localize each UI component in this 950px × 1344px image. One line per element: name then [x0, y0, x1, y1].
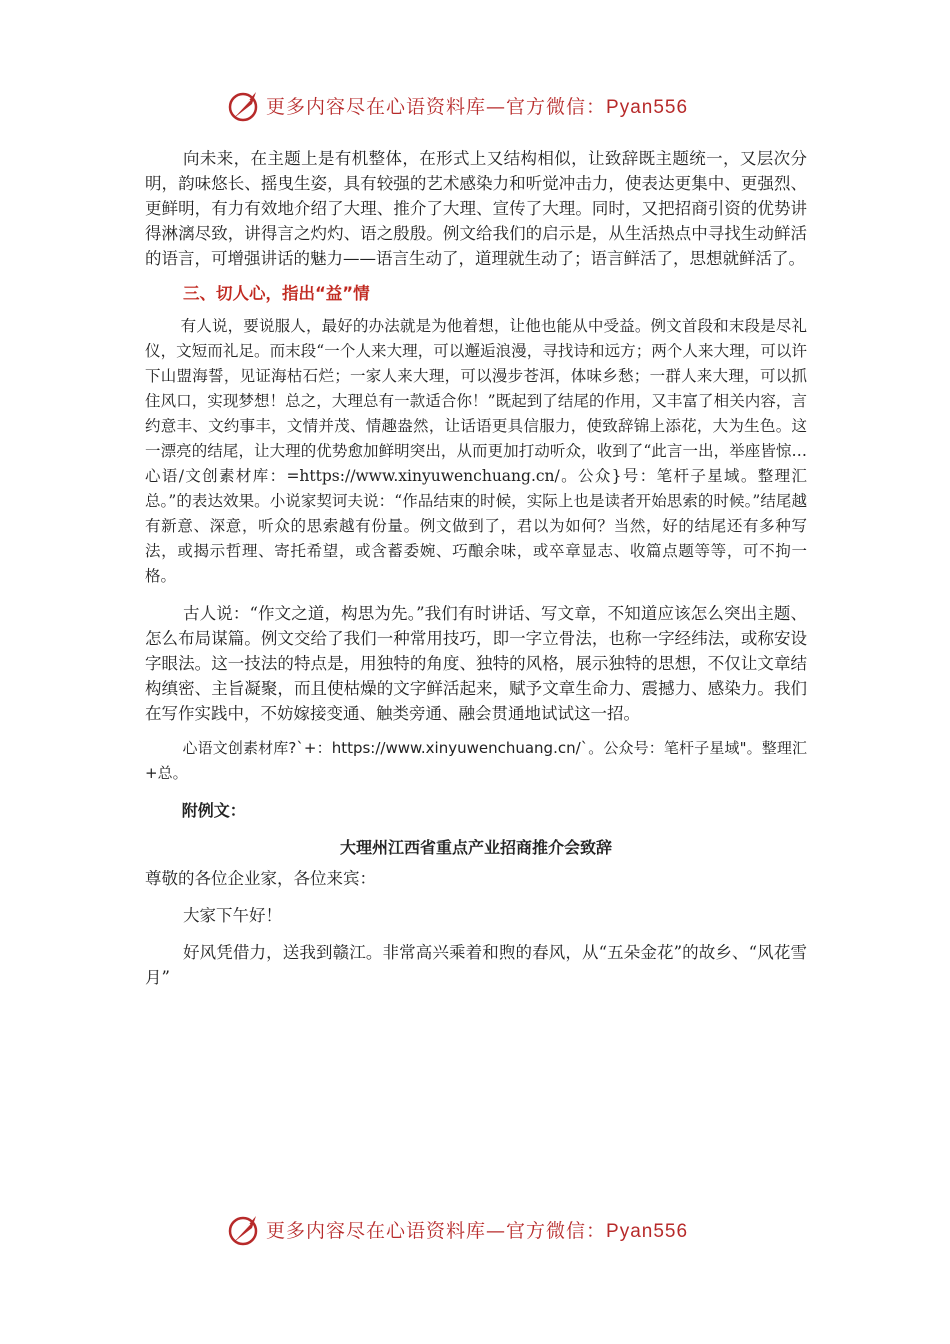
banner-wechat-id: Pyan556: [606, 97, 689, 118]
paragraph-3: 古人说：“作文之道，构思为先。”我们有时讲话、写文章，不知道应该怎么突出主题、怎么布局谋篇。例文交给了我们一种常用技巧，即一字立骨法，也称一字经纬法，或称安设字眼法。这一技法的特点是，用独特的角度、独特的风格，展示独特的思想，不仅让文章结构缜密、主旨凝聚，而且使枯燥的文字鲜活起来，赋予文章生命力、震撼力、感染力。我们在写作实践中，不妨嫁接变通、触类旁通、融会贯通地试试这一招。: [145, 604, 807, 723]
paragraph-1: 向未来，在主题上是有机整体，在形式上又结构相似，让致辞既主题统一，又层次分明，韵味悠长、摇曳生姿，具有较强的艺术感染力和听觉冲击力，使表达更集中、更强烈、更鲜明，有力有效地介绍了大理、推介了大理、宣传了大理。同时，又把招商引资的优势讲得淋漓尽致，讲得言之灼灼、语之殷殷。例文给我们的启示是，从生活热点中寻找生动鲜活的语言，可增强讲话的魅力——语言生动了，道理就生动了；语言鲜活了，思想就鲜活了。: [145, 149, 807, 268]
quill-pen-logo-icon: [226, 1212, 262, 1248]
greeting: 大家下午好！: [182, 906, 282, 925]
source-note: 心语文创素材库?`+：https://www.xinyuwenchuang.cn/`。公众号：笔杆子星域"。整理汇+总。: [145, 739, 807, 782]
header-banner: [0, 86, 950, 126]
banner-text-cn: 更多内容尽在心语资料库—官方微信：: [266, 96, 607, 118]
appendix-label: 附例文：: [181, 801, 246, 820]
banner-text: [266, 1216, 688, 1243]
banner-wechat-id: Pyan556: [606, 1221, 689, 1242]
document-body: [145, 146, 807, 990]
section-heading: 三、切人心，指出“益”情: [182, 284, 370, 303]
paragraph-4: 好风凭借力，送我到赣江。非常高兴乘着和煦的春风，从“五朵金花”的故乡、“风花雪月”: [145, 943, 807, 987]
salutation: 尊敬的各位企业家，各位来宾：: [145, 869, 376, 888]
footer-banner: [0, 1210, 950, 1250]
banner-text: [266, 92, 688, 119]
banner-text-cn: 更多内容尽在心语资料库—官方微信：: [266, 1220, 607, 1242]
quill-pen-logo-icon: [226, 88, 262, 124]
paragraph-2: 有人说，要说服人，最好的办法就是为他着想，让他也能从中受益。例文首段和末段是尽礼仪，文短而礼足。而末段“一个人来大理，可以邂逅浪漫，寻找诗和远方；两个人来大理，可以许下山盟海誓，见证海枯石烂；一家人来大理，可以漫步苍洱，体味乡愁；一群人来大理，可以抓住风口，实现梦想！总之，大理总有一款适合你！”既起到了结尾的作用，又丰富了相关内容，言约意丰、文约事丰，文情并茂、情趣盎然，让话语更具信服力，使致辞锦上添花，大为生色。这一漂亮的结尾，让大理的优势愈加鲜明突出，从而更加打动听众，收到了“此言一出，举座皆惊…心语/文创素材库：=https://www.xinyuwenchuang.cn/。公众}号：笔杆子星域。整理汇总。”的表达效果。小说家契诃夫说：“作品结束的时候，实际上也是读者开始思索的时候。”结尾越有新意、深意，听众的思索越有份量。例文做到了，君以为如何？当然，好的结尾还有多种写法，或揭示哲理、寄托希望，或含蓄委婉、巧酿余味，或卒章显志、收篇点题等等，可不拘一格。: [145, 317, 807, 585]
appendix-title: 大理州江西省重点产业招商推介会致辞: [339, 838, 612, 857]
